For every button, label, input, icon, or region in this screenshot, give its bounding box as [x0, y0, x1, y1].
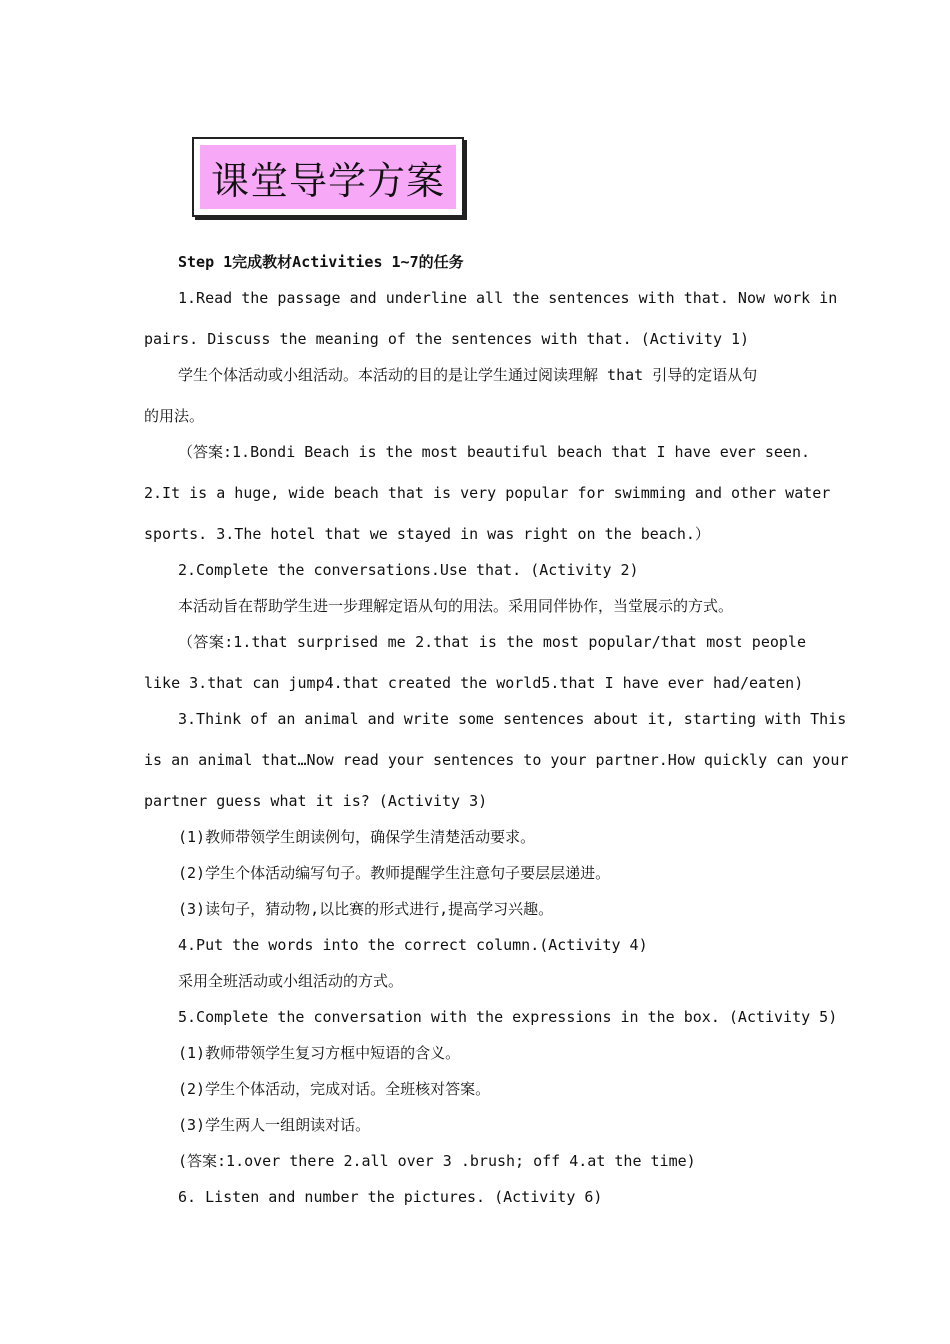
activity-1-answer-cont-2: sports. 3.The hotel that we stayed in was right on the beach.） [144, 525, 710, 543]
activity-3-step-3: (3)读句子，猜动物,以比赛的形式进行,提高学习兴趣。 [178, 900, 554, 918]
activity-4-instruction: 4.Put the words into the correct column.(Activity 4) [178, 936, 648, 954]
activity-2-answer: （答案:1.that surprised me 2.that is the most popular/that most people [178, 633, 806, 651]
activity-5-step-2: (2)学生个体活动，完成对话。全班核对答案。 [178, 1080, 491, 1098]
activity-5-instruction: 5.Complete the conversation with the expressions in the box. (Activity 5) [178, 1008, 838, 1026]
title-box [192, 137, 464, 217]
activity-2-answer-cont: like 3.that can jump4.that created the world5.that I have ever had/eaten) [144, 674, 804, 692]
activity-3-instruction: 3.Think of an animal and write some sentences about it, starting with This [178, 710, 847, 728]
activity-1-instruction: 1.Read the passage and underline all the sentences with that. Now work in [178, 289, 838, 307]
activity-4-note: 采用全班活动或小组活动的方式。 [178, 972, 404, 990]
activity-5-step-3: (3)学生两人一组朗读对话。 [178, 1116, 371, 1134]
title-highlight [200, 145, 456, 209]
activity-1-answer-cont: 2.It is a huge, wide beach that is very popular for swimming and other water [144, 484, 831, 502]
activity-2-note: 本活动旨在帮助学生进一步理解定语从句的用法。采用同伴协作，当堂展示的方式。 [178, 597, 734, 615]
activity-3-step-2: (2)学生个体活动编写句子。教师提醒学生注意句子要层层递进。 [178, 864, 611, 882]
step-heading: Step 1完成教材Activities 1~7的任务 [178, 253, 464, 271]
activity-3-instruction-cont: is an animal that…Now read your sentences to your partner.How quickly can your [144, 751, 849, 769]
activity-5-step-1: (1)教师带领学生复习方框中短语的含义。 [178, 1044, 461, 1062]
activity-3-instruction-cont-2: partner guess what it is? (Activity 3) [144, 792, 488, 810]
activity-5-answer: (答案:1.over there 2.all over 3 .brush; off 4.at the time) [178, 1152, 696, 1170]
activity-3-step-1: (1)教师带领学生朗读例句，确保学生清楚活动要求。 [178, 828, 536, 846]
activity-2-instruction: 2.Complete the conversations.Use that. (Activity 2) [178, 561, 639, 579]
activity-6-instruction: 6. Listen and number the pictures. (Activity 6) [178, 1188, 603, 1206]
activity-1-note: 学生个体活动或小组活动。本活动的目的是让学生通过阅读理解 that 引导的定语从句 [178, 366, 758, 384]
activity-1-answer: （答案:1.Bondi Beach is the most beautiful beach that I have ever seen. [178, 443, 810, 461]
activity-1-note-cont: 的用法。 [144, 407, 205, 425]
page-title: 课堂导学方案 [210, 158, 445, 203]
activity-1-instruction-cont: pairs. Discuss the meaning of the sentences with that. (Activity 1) [144, 330, 750, 348]
